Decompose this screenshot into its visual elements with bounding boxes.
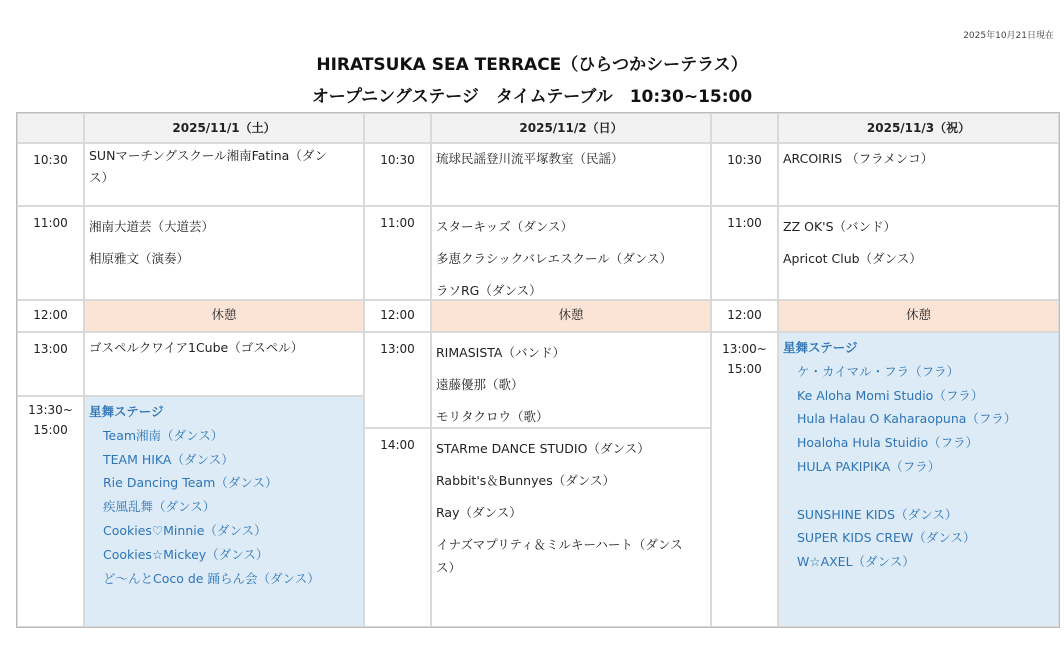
stage-entry: 疾風乱舞（ダンス） — [103, 499, 216, 515]
day-header-3: 2025/11/3（祝） — [779, 114, 1058, 142]
rest-cell: 休憩 — [432, 301, 710, 331]
program-cell — [779, 144, 1058, 205]
program-entry: Ray（ダンス） — [436, 505, 522, 520]
time-cell: 11:00 — [365, 207, 430, 299]
time-cell: 11:00 — [18, 207, 83, 299]
stage-cell — [85, 397, 363, 626]
time-cell: 12:00 — [18, 301, 83, 331]
time-cell — [712, 333, 777, 626]
program-cell — [432, 333, 710, 427]
program-entry: SUNマーチングスクール湘南Fatina（ダン — [89, 148, 327, 163]
program-entry: 相原雅文（演奏） — [89, 251, 190, 266]
header-blank — [18, 114, 83, 142]
program-entry: RIMASISTA（バンド） — [436, 345, 565, 360]
stage-title: 星舞ステージ — [89, 404, 164, 419]
program-entry: モリタクロウ（歌） — [436, 409, 549, 424]
stage-entry: W☆AXEL（ダンス） — [797, 554, 915, 570]
stage-cell — [779, 333, 1058, 626]
stage-entry: Hula Halau O Kaharaopuna（フラ） — [797, 411, 1017, 427]
program-entry: スターキッズ（ダンス） — [436, 219, 574, 234]
time-cell: 14:00 — [365, 429, 430, 626]
program-cell — [432, 207, 710, 299]
program-entry: 湘南大道芸（大道芸） — [89, 219, 215, 234]
page-subtitle: オープニングステージ タイムテーブル 10:30~15:00 — [311, 87, 753, 107]
stage-entry: SUPER KIDS CREW（ダンス） — [797, 530, 976, 546]
timetable — [16, 112, 1060, 628]
time-cell: 10:30 — [365, 144, 430, 205]
program-entry: STARme DANCE STUDIO（ダンス） — [436, 441, 650, 456]
rest-cell: 休憩 — [779, 301, 1058, 331]
stage-entry: Team湘南（ダンス） — [103, 427, 224, 443]
program-cell — [779, 207, 1058, 299]
stage-entry: Cookies♡Minnie（ダンス） — [103, 522, 267, 538]
header-blank — [712, 114, 777, 142]
program-entry: 多恵クラシックバレエスクール（ダンス） — [436, 251, 673, 266]
day-header-2: 2025/11/2（日） — [432, 114, 710, 142]
stage-entry: Ke Aloha Momi Studio（フラ） — [797, 387, 984, 403]
stage-entry: Rie Dancing Team（ダンス） — [103, 475, 278, 491]
header-blank — [365, 114, 430, 142]
page-title: HIRATSUKA SEA TERRACE（ひらつかシーテラス） — [316, 55, 748, 75]
program-entry: Rabbit's＆Bunnyes（ダンス） — [436, 473, 615, 488]
program-entry: イナズマプリティ＆ミルキーハート（ダンス — [436, 537, 683, 552]
rest-cell: 休憩 — [85, 301, 363, 331]
time-cell: 12:00 — [365, 301, 430, 331]
time-start: 13:30~ — [28, 403, 73, 417]
program-entry: ゴスペルクワイア1Cube（ゴスペル） — [89, 340, 304, 355]
program-cell — [85, 207, 363, 299]
time-cell: 13:00 — [18, 333, 83, 395]
day-header-1: 2025/11/1（土） — [85, 114, 363, 142]
program-entry: ZZ OK'S（バンド） — [783, 219, 897, 234]
time-end: 15:00 — [727, 362, 762, 376]
program-entry: 琉球民謡登川流平塚教室（民謡） — [436, 151, 624, 166]
program-entry: ス） — [89, 170, 115, 185]
program-cell — [85, 144, 363, 205]
program-entry: 遠藤優那（歌） — [436, 377, 524, 392]
program-entry: ス） — [436, 560, 462, 575]
spacer — [783, 479, 1054, 503]
program-entry: Apricot Club（ダンス） — [783, 251, 922, 266]
stage-entry: ケ・カイマル・フラ（フラ） — [797, 363, 960, 379]
stage-entry: TEAM HIKA（ダンス） — [103, 451, 234, 467]
stage-entry: Cookies☆Mickey（ダンス） — [103, 546, 269, 562]
stage-entry: Hoaloha Hula Stuidio（フラ） — [797, 435, 979, 451]
program-cell — [432, 429, 710, 626]
time-cell: 12:00 — [712, 301, 777, 331]
time-cell: 13:00 — [365, 333, 430, 427]
stage-entry: HULA PAKIPIKA（フラ） — [797, 458, 941, 474]
stage-title: 星舞ステージ — [783, 340, 858, 355]
program-cell — [432, 144, 710, 205]
stage-entry: SUNSHINE KIDS（ダンス） — [797, 506, 958, 522]
time-cell: 11:00 — [712, 207, 777, 299]
time-cell — [18, 397, 83, 626]
time-cell: 10:30 — [18, 144, 83, 205]
time-start: 13:00~ — [722, 342, 767, 356]
program-entry: ラソRG（ダンス） — [436, 283, 542, 298]
stage-entry: ど～んとCoco de 踊らん会（ダンス） — [103, 570, 320, 586]
time-end: 15:00 — [33, 423, 68, 437]
time-cell: 10:30 — [712, 144, 777, 205]
updated-date: 2025年10月21日現在 — [963, 31, 1054, 41]
program-cell — [85, 333, 363, 395]
program-entry: ARCOIRIS （フラメンコ） — [783, 151, 934, 166]
